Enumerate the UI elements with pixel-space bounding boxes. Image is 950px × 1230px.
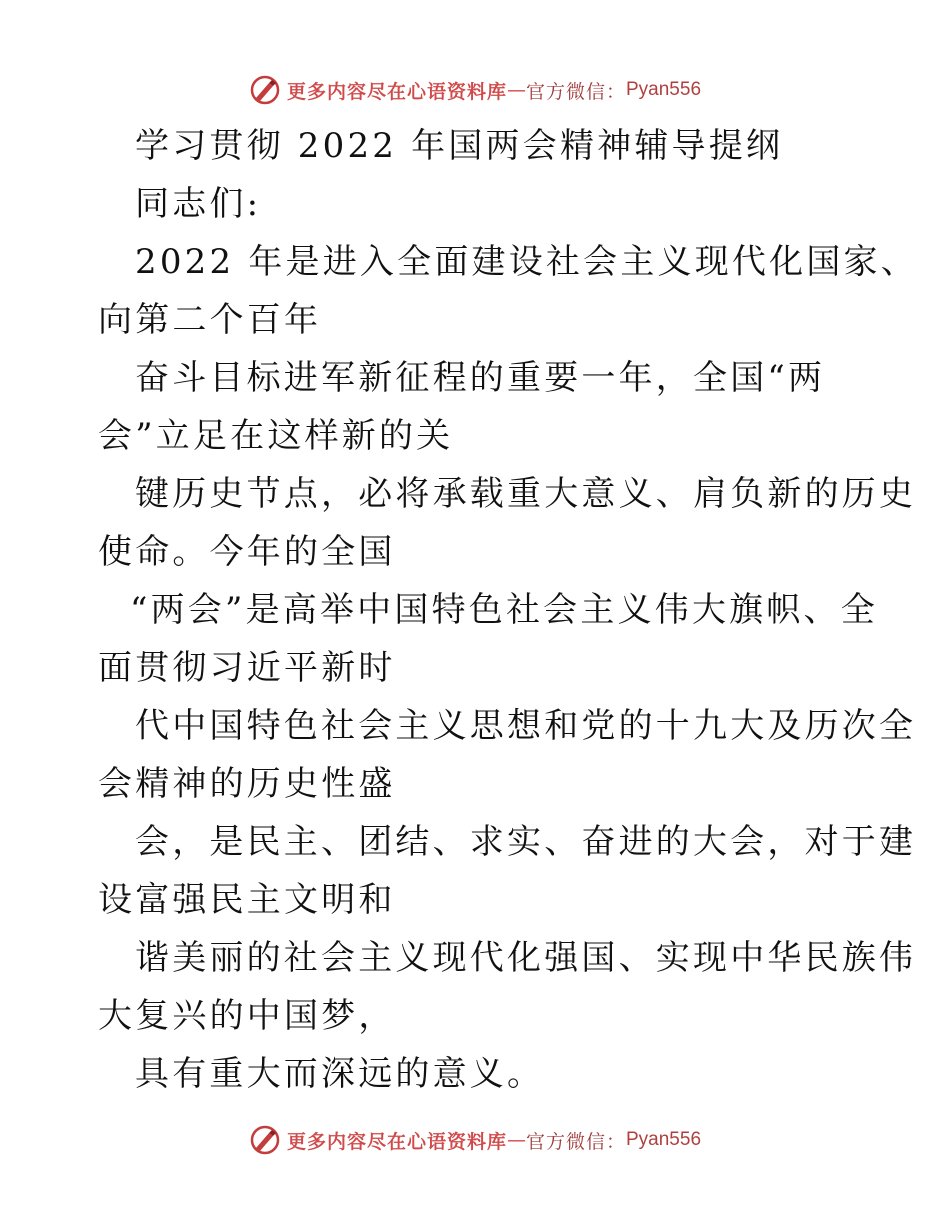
document-title: 学习贯彻 2022 年国两会精神辅导提纲 <box>135 126 784 166</box>
banner-main-text: 更多内容尽在心语资料库 <box>286 80 507 103</box>
pen-logo-icon <box>249 74 281 106</box>
banner-wechat-label: 官方微信： <box>525 1130 626 1153</box>
banner-dash: — <box>506 79 526 101</box>
paragraph-line: 代中国特色社会主义思想和党的十九大及历次全 <box>135 706 917 746</box>
paragraph-line: 会精神的历史性盛 <box>98 764 396 804</box>
header-watermark-banner <box>0 70 950 110</box>
paragraph-line: 会，是民主、团结、求实、奋进的大会，对于建 <box>135 822 917 862</box>
paragraph-line: 大复兴的中国梦， <box>98 996 396 1036</box>
banner-wechat-id: Pyan556 <box>626 1129 702 1150</box>
paragraph-line: 2022 年是进入全面建设社会主义现代化国家、 <box>135 242 918 282</box>
paragraph-line: 面贯彻习近平新时 <box>98 648 396 688</box>
paragraph-line: 奋斗目标进军新征程的重要一年，全国“两 <box>135 358 826 398</box>
paragraph-line: 向第二个百年 <box>98 300 322 340</box>
banner-wechat-label: 官方微信： <box>525 80 626 103</box>
paragraph-line: 设富强民主文明和 <box>98 880 396 920</box>
paragraph-line: 键历史节点，必将承载重大意义、肩负新的历史 <box>135 474 917 514</box>
footer-watermark-banner <box>0 1120 950 1160</box>
paragraph-line: 使命。今年的全国 <box>98 532 396 572</box>
pen-logo-icon <box>249 1124 281 1156</box>
banner-dash: — <box>506 1129 526 1151</box>
paragraph-line: 谐美丽的社会主义现代化强国、实现中华民族伟 <box>135 938 917 978</box>
paragraph-line: 具有重大而深远的意义。 <box>135 1054 545 1094</box>
banner-main-text: 更多内容尽在心语资料库 <box>286 1130 507 1153</box>
banner-wechat-id: Pyan556 <box>626 79 702 100</box>
paragraph-line: 会”立足在这样新的关 <box>98 416 454 456</box>
paragraph-line: “两会”是高举中国特色社会主义伟大旗帜、全 <box>130 590 878 630</box>
greeting: 同志们: <box>135 184 262 224</box>
